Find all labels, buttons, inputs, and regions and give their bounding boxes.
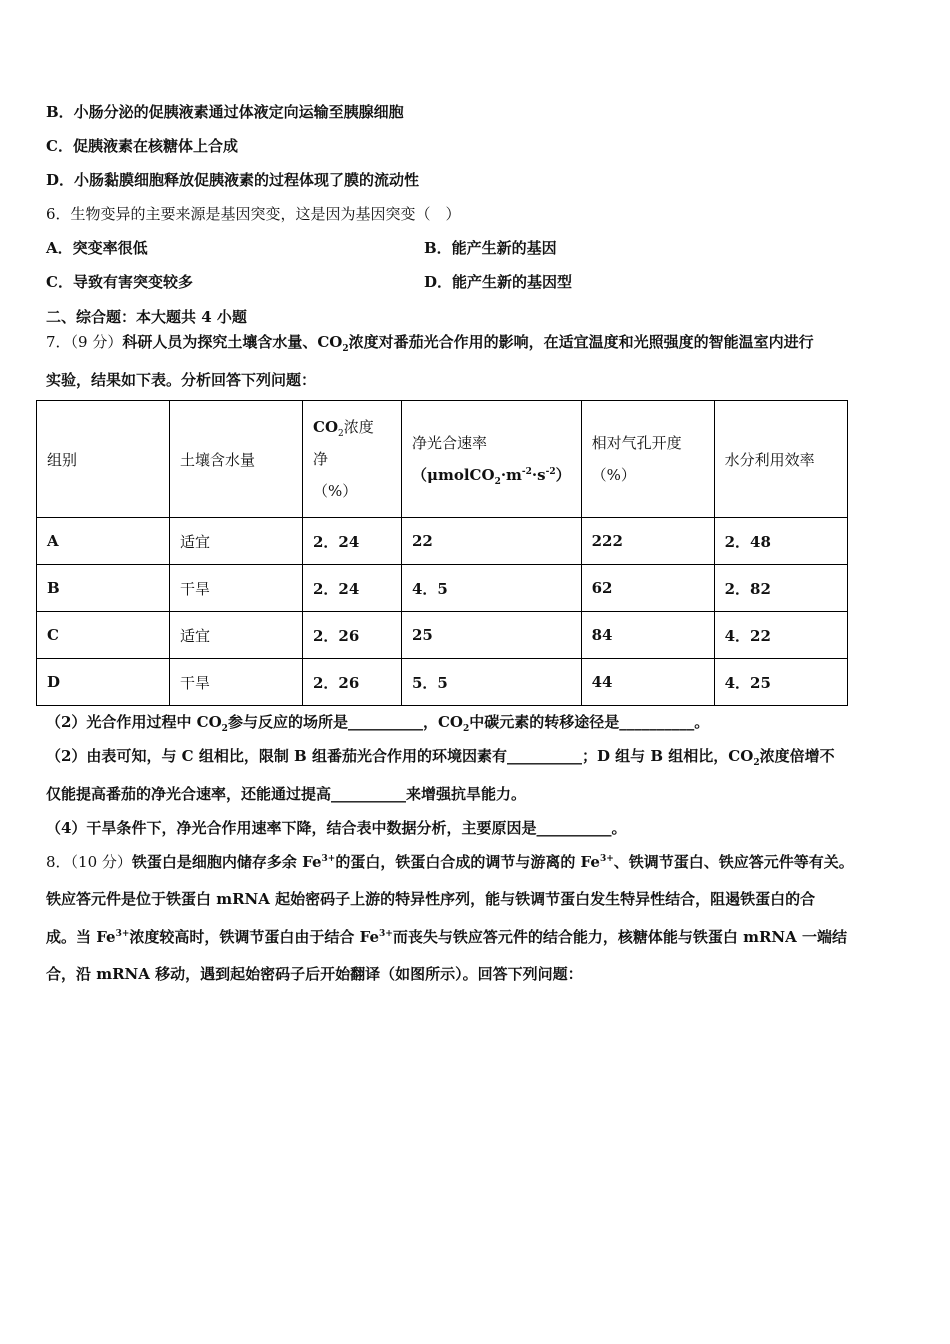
q8-line3-c: 而丧失与铁应答元件的结合能力，核糖体能与铁蛋白 mRNA 一端结 bbox=[392, 928, 847, 946]
results-table bbox=[36, 400, 848, 706]
header-water-efficiency: 水分利用效率 bbox=[714, 401, 847, 518]
cell-water: 4．25 bbox=[714, 659, 847, 706]
q7-part1-a: （2）光合作用过程中 CO bbox=[46, 713, 222, 731]
q5-option-d: D．小肠黏膜细胞释放促胰液素的过程体现了膜的流动性 bbox=[46, 171, 420, 189]
q8-line3-b: 浓度较高时，铁调节蛋白由于结合 Fe bbox=[129, 928, 380, 946]
exp-neg2: -2 bbox=[545, 467, 556, 477]
fe-superscript: 3+ bbox=[321, 854, 336, 864]
cell-group: B bbox=[37, 565, 170, 612]
header-stoma-a: 相对气孔开度 bbox=[591, 434, 682, 452]
cell-co2: 2．24 bbox=[303, 565, 402, 612]
header-rate-d: ·s bbox=[531, 466, 546, 484]
cell-stoma: 222 bbox=[581, 518, 714, 565]
cell-co2: 2．26 bbox=[303, 659, 402, 706]
cell-water: 4．22 bbox=[714, 612, 847, 659]
header-co2-b: 浓度 bbox=[343, 418, 374, 436]
cell-soil: 适宜 bbox=[170, 612, 303, 659]
q6-option-b: B．能产生新的基因 bbox=[424, 239, 557, 257]
header-co2-a: CO bbox=[313, 418, 339, 436]
q7-stem-line2: 实验，结果如下表。分析回答下列问题： bbox=[46, 371, 317, 389]
cell-group: D bbox=[37, 659, 170, 706]
q8-line1-c: 、铁调节蛋白、铁应答元件等有关。 bbox=[613, 853, 854, 871]
section-heading: 二、综合题：本大题共 4 小题 bbox=[46, 308, 247, 326]
co2-subscript: 2 bbox=[494, 477, 501, 487]
co2-subscript: 2 bbox=[342, 344, 349, 354]
q6-options-row2 bbox=[46, 271, 646, 293]
co2-subscript: 2 bbox=[462, 724, 470, 734]
q7-part1-b: 参与反应的场所是__________，CO bbox=[227, 713, 463, 731]
q5-option-c: C．促胰液素在核糖体上合成 bbox=[46, 137, 238, 155]
table-row bbox=[37, 518, 848, 565]
header-co2 bbox=[303, 401, 402, 518]
cell-rate: 4．5 bbox=[402, 565, 582, 612]
cell-group: C bbox=[37, 612, 170, 659]
cell-co2: 2．24 bbox=[303, 518, 402, 565]
cell-rate: 25 bbox=[402, 612, 582, 659]
cell-stoma: 44 bbox=[581, 659, 714, 706]
cell-stoma: 84 bbox=[581, 612, 714, 659]
q7-part2-a: （2）由表可知，与 C 组相比，限制 B 组番茄光合作用的环境因素有__________；D 组与 B 组相比，CO bbox=[46, 747, 754, 765]
q7-part1 bbox=[46, 711, 709, 733]
cell-soil: 干旱 bbox=[170, 565, 303, 612]
q6-option-a: A．突变率很低 bbox=[46, 239, 148, 257]
table-row bbox=[37, 612, 848, 659]
q8-line4: 合，沿 mRNA 移动，遇到起始密码子后开始翻译（如图所示）。回答下列问题： bbox=[46, 965, 583, 983]
cell-stoma: 62 bbox=[581, 565, 714, 612]
q7-stem-a: 科研人员为探究土壤含水量、CO bbox=[122, 333, 343, 351]
q7-part2-b: 浓度倍增不 bbox=[759, 747, 835, 765]
q6-options-row1 bbox=[46, 237, 646, 259]
table-row bbox=[37, 565, 848, 612]
header-rate-b: （μmolCO bbox=[412, 466, 495, 484]
header-stoma bbox=[581, 401, 714, 518]
cell-rate: 22 bbox=[402, 518, 582, 565]
q7-stem-b: 浓度对番茄光合作用的影响，在适宜温度和光照强度的智能温室内进行 bbox=[348, 333, 814, 351]
header-stoma-b: （%） bbox=[591, 466, 636, 484]
co2-subscript: 2 bbox=[221, 724, 228, 734]
cell-group: A bbox=[37, 518, 170, 565]
header-rate-e: ） bbox=[555, 466, 571, 484]
q6-stem: 6．生物变异的主要来源是基因突变，这是因为基因突变（ ） bbox=[46, 205, 461, 223]
q6-option-d: D．能产生新的基因型 bbox=[424, 273, 573, 291]
cell-co2: 2．26 bbox=[303, 612, 402, 659]
q8-line3-a: 成。当 Fe bbox=[46, 928, 116, 946]
q8-line1-a: 铁蛋白是细胞内储存多余 Fe bbox=[131, 853, 322, 871]
fe-superscript: 3+ bbox=[379, 929, 393, 939]
q8-line1 bbox=[46, 851, 854, 873]
q7-part4: （4）干旱条件下，净光合作用速率下降，结合表中数据分析，主要原因是__________。 bbox=[46, 819, 627, 837]
cell-soil: 干旱 bbox=[170, 659, 303, 706]
q7-stem-line1 bbox=[46, 331, 814, 353]
cell-soil: 适宜 bbox=[170, 518, 303, 565]
header-rate-a: 净光合速率 bbox=[412, 434, 488, 452]
q8-line3 bbox=[46, 926, 847, 948]
table-header-row bbox=[37, 401, 848, 518]
q7-part2-line2: 仅能提高番茄的净光合速率，还能通过提高__________来增强抗旱能力。 bbox=[46, 785, 527, 803]
fe-superscript: 3+ bbox=[599, 854, 614, 864]
co2-subscript: 2 bbox=[753, 758, 760, 768]
q7-part1-c: 中碳元素的转移途径是__________。 bbox=[469, 713, 710, 731]
fe-superscript: 3+ bbox=[115, 929, 130, 939]
header-net-rate bbox=[402, 401, 582, 518]
q8-line1-b: 的蛋白，铁蛋白合成的调节与游离的 Fe bbox=[335, 853, 600, 871]
header-co2-d: （%） bbox=[313, 482, 358, 500]
q7-number: 7．（9 分） bbox=[46, 333, 123, 351]
q8-number: 8．（10 分） bbox=[46, 853, 132, 871]
header-co2-c: 净 bbox=[313, 450, 329, 468]
table-row bbox=[37, 659, 848, 706]
q6-option-c: C．导致有害突变较多 bbox=[46, 273, 193, 291]
exp-neg2: -2 bbox=[521, 467, 532, 477]
co2-subscript: 2 bbox=[338, 429, 344, 439]
cell-water: 2．48 bbox=[714, 518, 847, 565]
cell-water: 2．82 bbox=[714, 565, 847, 612]
q5-option-b: B．小肠分泌的促胰液素通过体液定向运输至胰腺细胞 bbox=[46, 103, 404, 121]
header-rate-c: ·m bbox=[500, 466, 522, 484]
q8-line2: 铁应答元件是位于铁蛋白 mRNA 起始密码子上游的特异性序列，能与铁调节蛋白发生特异性结合，阻遏铁蛋白的合 bbox=[46, 890, 816, 908]
header-soil-water: 土壤含水量 bbox=[170, 401, 303, 518]
cell-rate: 5．5 bbox=[402, 659, 582, 706]
q7-part2-line1 bbox=[46, 745, 835, 767]
header-group: 组别 bbox=[37, 401, 170, 518]
